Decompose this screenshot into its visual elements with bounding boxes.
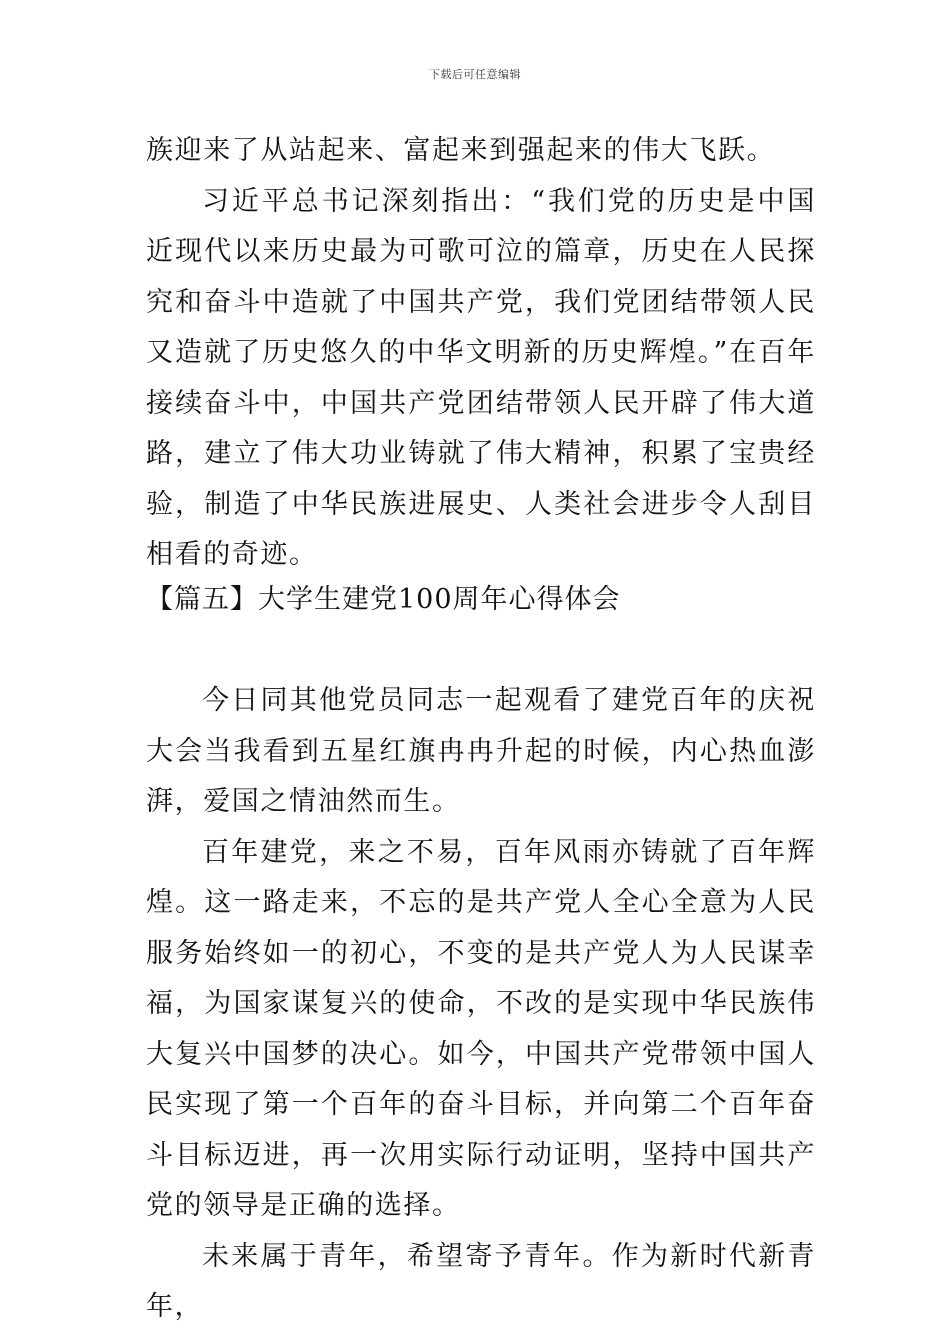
- paragraph-continuation: 族迎来了从站起来、富起来到强起来的伟大飞跃。: [146, 135, 776, 166]
- section-title: 【篇五】大学生建党100周年心得体会: [146, 584, 621, 615]
- body-text-bottom: [146, 676, 816, 1333]
- section-heading-block: [146, 575, 816, 626]
- paragraph-youth: 未来属于青年，希望寄予青年。作为新时代新青年，: [146, 1240, 816, 1322]
- paragraph-quote: 习近平总书记深刻指出：“我们党的历史是中国近现代以来历史最为可歌可泣的篇章，历史在人民探究和奋斗中造就了中国共产党，我们党团结带领人民又造就了历史悠久的中华文明新的历史辉煌。”在百年接续奋斗中，中国共产党团结带领人民开辟了伟大道路，建立了伟大功业铸就了伟大精神，积累了宝贵经验，制造了中华民族进展史、人类社会进步令人刮目相看的奇迹。: [146, 185, 816, 570]
- paragraph-ceremony: 今日同其他党员同志一起观看了建党百年的庆祝大会当我看到五星红旗冉冉升起的时候，内心热血澎湃，爱国之情油然而生。: [146, 685, 816, 817]
- header-note: 下载后可任意编辑: [429, 68, 521, 81]
- paragraph-hundred-years: 百年建党，来之不易，百年风雨亦铸就了百年辉煌。这一路走来，不忘的是共产党人全心全意为人民服务始终如一的初心，不变的是共产党人为人民谋幸福，为国家谋复兴的使命，不改的是实现中华民族伟大复兴中国梦的决心。如今，中国共产党带领中国人民实现了第一个百年的奋斗目标，并向第二个百年奋斗目标迈进，再一次用实际行动证明，坚持中国共产党的领导是正确的选择。: [146, 836, 816, 1221]
- body-text-top: [146, 126, 816, 581]
